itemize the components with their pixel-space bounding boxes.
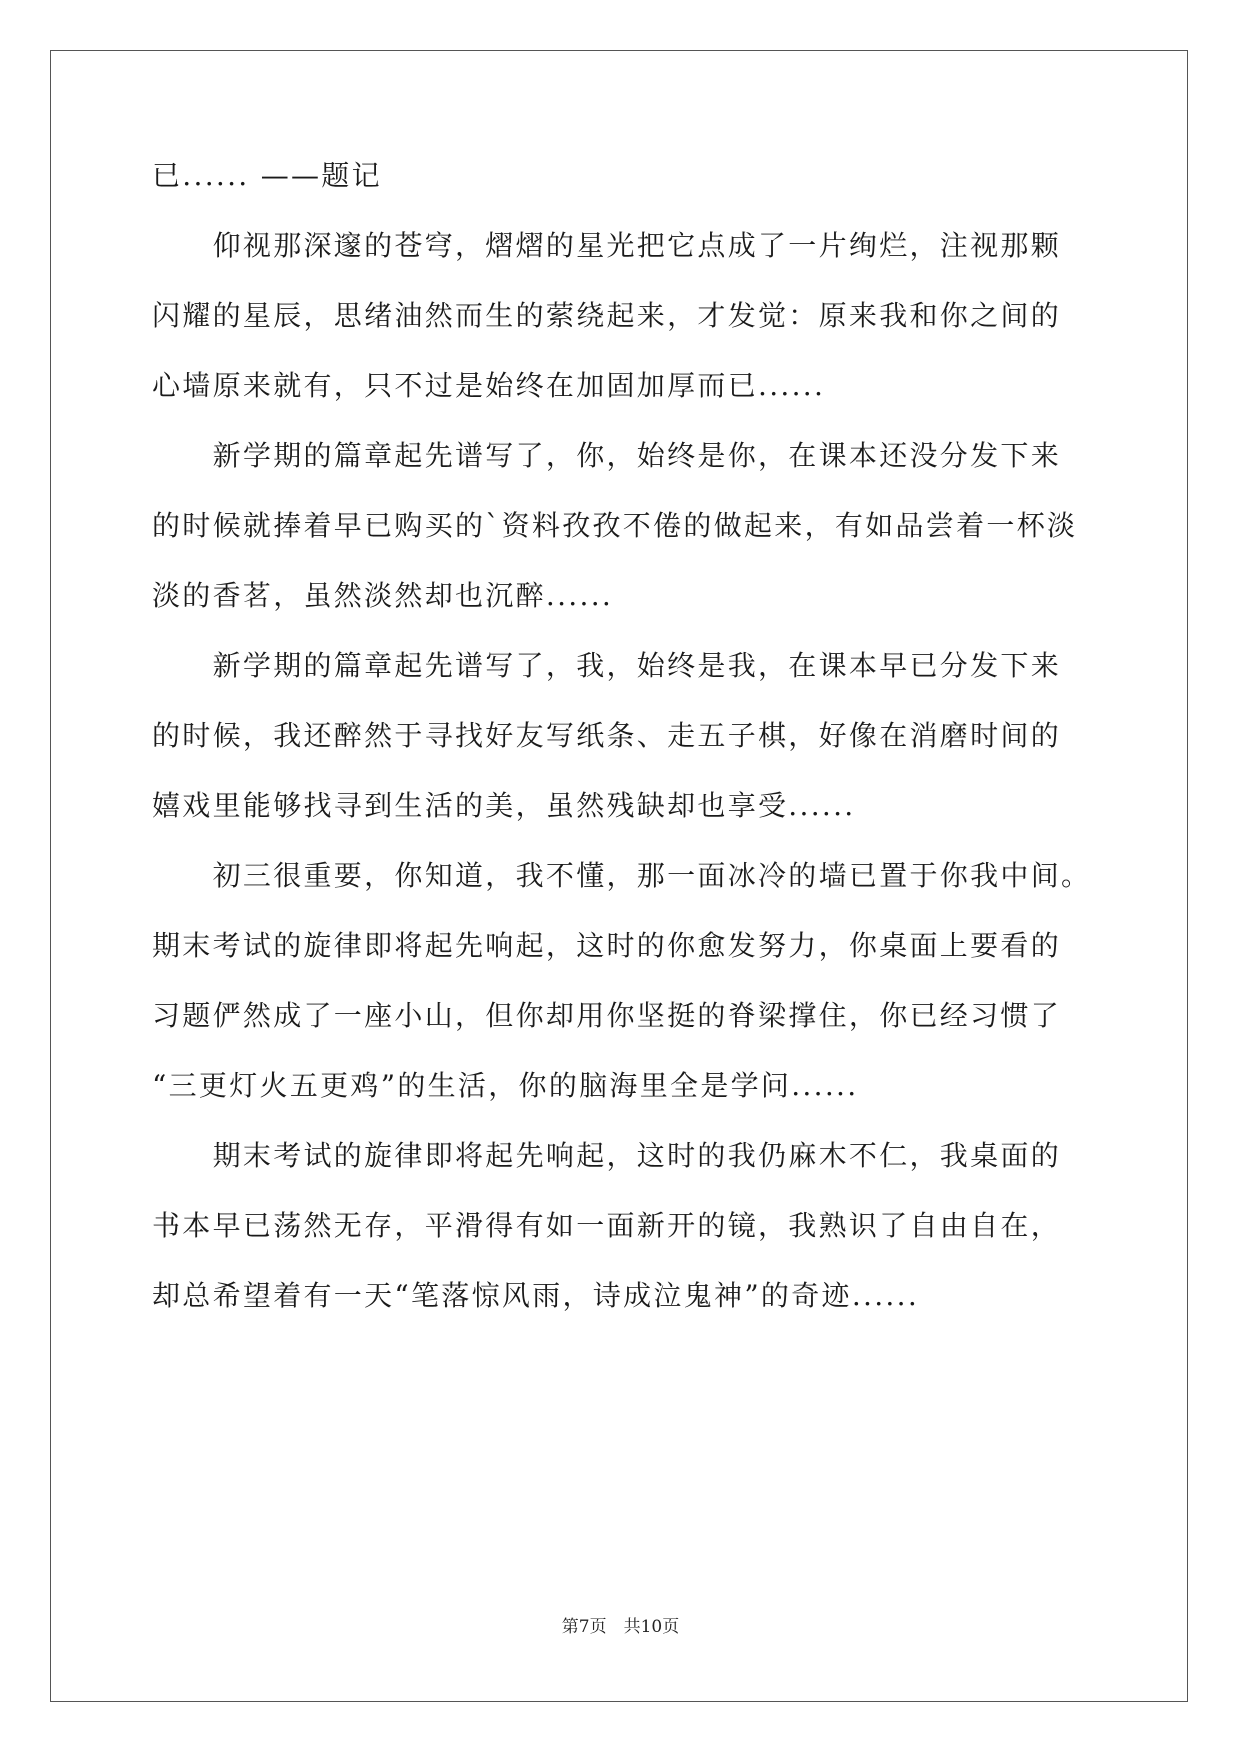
text-line: 书本早已荡然无存，平滑得有如一面新开的镜，我熟识了自由自在， xyxy=(152,1209,1062,1242)
text-line: 却总希望着有一天“笔落惊风雨，诗成泣鬼神”的奇迹...... xyxy=(152,1279,920,1312)
text-line: 初三很重要，你知道，我不懂，那一面冰冷的墙已置于你我中间。 xyxy=(152,859,1092,892)
text-line: 习题俨然成了一座小山，但你却用你坚挺的脊梁撑住，你已经习惯了 xyxy=(152,999,1062,1032)
text-line: 的时候就捧着早已购买的`资料孜孜不倦的做起来，有如品尝着一杯淡 xyxy=(152,509,1078,542)
text-line: 期末考试的旋律即将起先响起，这时的我仍麻木不仁，我桌面的 xyxy=(152,1139,1062,1172)
text-line: 已...... ——题记 xyxy=(152,159,382,192)
text-line: 仰视那深邃的苍穹，熠熠的星光把它点成了一片绚烂，注视那颗 xyxy=(152,229,1062,262)
text-line: 期末考试的旋律即将起先响起，这时的你愈发努力，你桌面上要看的 xyxy=(152,929,1062,962)
text-line: 新学期的篇章起先谱写了，我，始终是我，在课本早已分发下来 xyxy=(152,649,1062,682)
text-line: 新学期的篇章起先谱写了，你，始终是你，在课本还没分发下来 xyxy=(152,439,1062,472)
text-line: “三更灯火五更鸡”的生活，你的脑海里全是学问...... xyxy=(152,1069,859,1102)
text-line: 淡的香茗，虽然淡然却也沉醉...... xyxy=(152,579,614,612)
text-line: 闪耀的星辰，思绪油然而生的萦绕起来，才发觉：原来我和你之间的 xyxy=(152,299,1062,332)
text-line: 心墙原来就有，只不过是始终在加固加厚而已...... xyxy=(152,369,826,402)
text-line: 的时候，我还醉然于寻找好友写纸条、走五子棋，好像在消磨时间的 xyxy=(152,719,1062,752)
text-line: 嬉戏里能够找寻到生活的美，虽然残缺却也享受...... xyxy=(152,789,856,822)
page-number-footer: 第7页 共10页 xyxy=(561,1617,680,1637)
